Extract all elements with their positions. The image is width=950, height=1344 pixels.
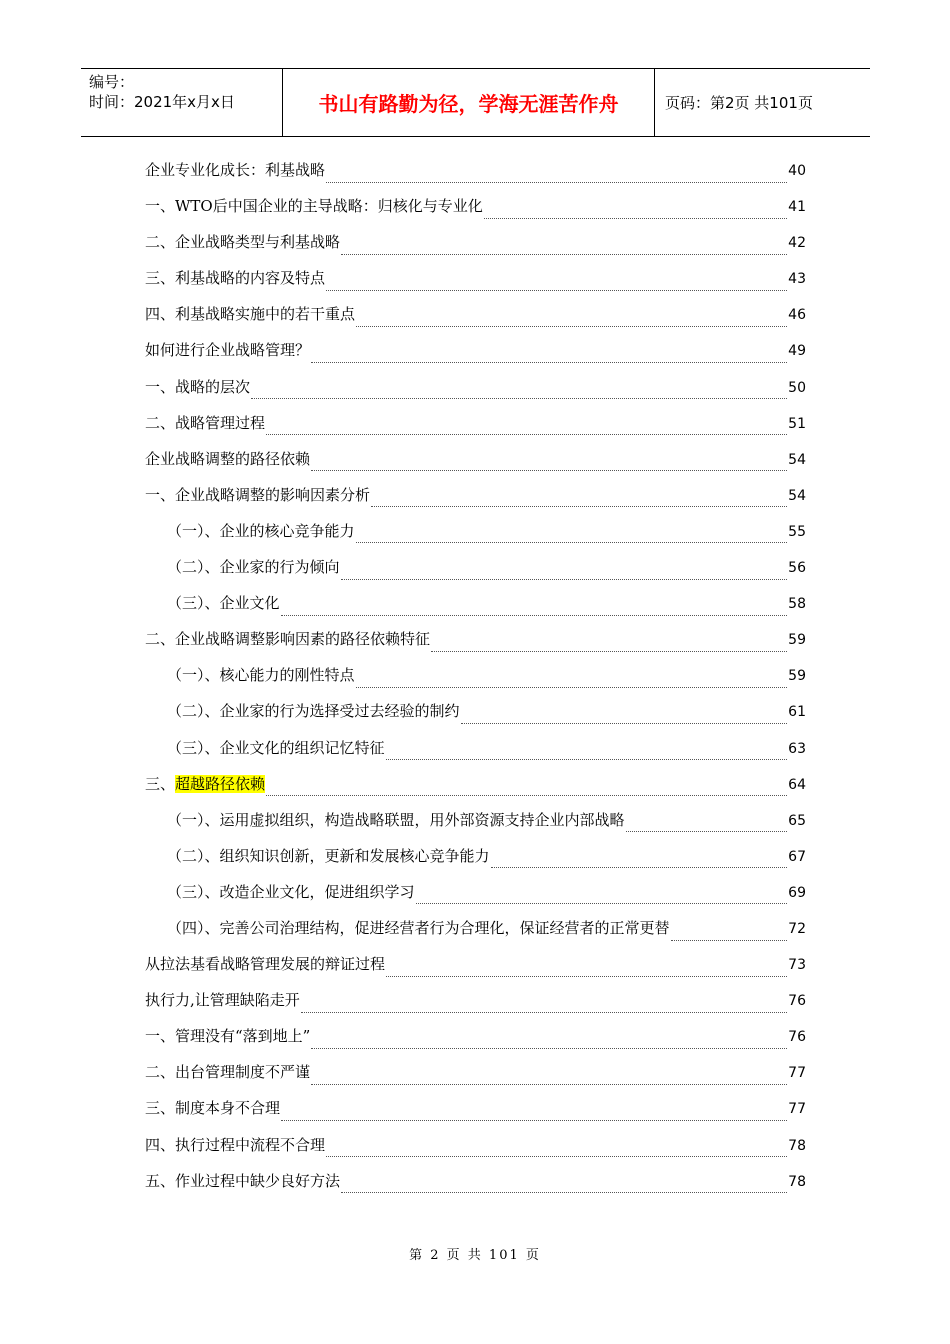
toc-entry-page: 59	[788, 632, 806, 649]
toc-entry[interactable]	[145, 772, 806, 808]
toc-leader-dots	[311, 1048, 787, 1049]
toc-entry-title: （二）、企业家的行为选择受过去经验的制约	[167, 702, 460, 721]
toc-entry[interactable]	[145, 1096, 806, 1132]
toc-leader-dots	[371, 506, 787, 507]
toc-leader-dots	[281, 1120, 787, 1121]
toc-entry[interactable]	[145, 375, 806, 411]
toc-entry[interactable]	[145, 194, 806, 230]
toc-entry-title: 一、管理没有“落到地上”	[145, 1027, 311, 1046]
toc-leader-dots	[266, 434, 787, 435]
toc-entry-page: 72	[788, 920, 806, 937]
toc-leader-dots	[356, 326, 787, 327]
toc-leader-dots	[341, 254, 787, 255]
toc-entry-page: 61	[788, 704, 806, 721]
toc-entry[interactable]	[145, 266, 806, 302]
toc-entry[interactable]	[145, 699, 806, 735]
toc-entry[interactable]	[145, 302, 806, 338]
header-motto: 书山有路勤为径，学海无涯苦作舟	[283, 69, 655, 136]
page-header	[81, 68, 870, 137]
toc-entry-page: 76	[788, 1029, 806, 1046]
toc-leader-dots	[341, 1192, 787, 1193]
toc-leader-dots	[416, 903, 788, 904]
toc-entry-title: 二、企业战略调整影响因素的路径依赖特征	[145, 630, 431, 649]
toc-entry[interactable]	[145, 1024, 806, 1060]
toc-entry[interactable]	[145, 230, 806, 266]
toc-entry-title: 从拉法基看战略管理发展的辩证过程	[145, 955, 386, 974]
toc-entry-page: 42	[788, 235, 806, 252]
toc-entry-page: 56	[788, 560, 806, 577]
toc-entry-page: 40	[788, 163, 806, 179]
toc-entry-title: 五、作业过程中缺少良好方法	[145, 1171, 341, 1190]
toc-entry-title: （二）、企业家的行为倾向	[167, 558, 340, 577]
toc-leader-dots	[311, 362, 787, 363]
toc-entry[interactable]	[145, 591, 806, 627]
toc-entry-title: 如何进行企业战略管理？	[145, 341, 311, 360]
toc-entry-title: 三、利基战略的内容及特点	[145, 269, 326, 288]
page-footer: 第 2 页 共 101 页	[409, 1248, 541, 1263]
toc-entry-title: 企业战略调整的路径依赖	[145, 449, 311, 468]
toc-entry-page: 46	[788, 307, 806, 324]
toc-entry[interactable]	[145, 158, 806, 194]
toc-entry-page: 55	[788, 523, 806, 540]
toc-leader-dots	[251, 398, 787, 399]
toc-entry-page: 50	[788, 379, 806, 396]
toc-entry[interactable]	[145, 555, 806, 591]
toc-entry-title: （三）、企业文化	[167, 594, 280, 613]
toc-entry-title: （四）、完善公司治理结构，促进经营者行为合理化，保证经营者的正常更替	[167, 918, 670, 937]
toc-entry[interactable]	[145, 627, 806, 663]
toc-entry-page: 78	[788, 1173, 806, 1190]
toc-entry[interactable]	[145, 736, 806, 772]
toc-entry-page: 51	[788, 415, 806, 432]
toc-leader-dots	[671, 940, 788, 941]
toc-leader-dots	[386, 976, 787, 977]
toc-leader-dots	[281, 615, 788, 616]
toc-entry-page: 43	[788, 271, 806, 288]
toc-leader-dots	[326, 182, 787, 183]
toc-entry-title: （一）、运用虚拟组织，构造战略联盟，用外部资源支持企业内部战略	[167, 810, 625, 829]
toc-entry[interactable]	[145, 1060, 806, 1096]
toc-entry-title: 二、出台管理制度不严谨	[145, 1063, 311, 1082]
toc-entry-page: 59	[788, 668, 806, 685]
toc-entry-page: 58	[788, 596, 806, 613]
toc-entry-page: 41	[788, 199, 806, 216]
toc-entry[interactable]	[145, 880, 806, 916]
table-of-contents	[145, 158, 806, 1205]
toc-entry-page: 76	[788, 993, 806, 1010]
highlighted-text: 超越路径依赖	[175, 774, 266, 793]
toc-entry-title: 四、执行过程中流程不合理	[145, 1135, 326, 1154]
toc-entry-title: 一、战略的层次	[145, 377, 251, 396]
time-label: 时间：2021年x月x日	[89, 93, 235, 111]
toc-entry-title: 二、战略管理过程	[145, 413, 266, 432]
toc-entry-page: 77	[788, 1065, 806, 1082]
toc-leader-dots	[626, 831, 788, 832]
toc-entry-page: 49	[788, 343, 806, 360]
toc-entry-page: 64	[788, 776, 806, 793]
toc-entry[interactable]	[145, 411, 806, 447]
toc-entry-page: 54	[788, 487, 806, 504]
toc-entry-title: 一、WTO后中国企业的主导战略：归核化与专业化	[145, 197, 483, 216]
toc-entry-page: 67	[788, 848, 806, 865]
toc-entry-page: 77	[788, 1101, 806, 1118]
toc-leader-dots	[341, 579, 788, 580]
toc-entry[interactable]	[145, 988, 806, 1024]
toc-leader-dots	[484, 218, 787, 219]
toc-leader-dots	[356, 542, 788, 543]
toc-entry-page: 65	[788, 812, 806, 829]
toc-entry-title: （三）、改造企业文化，促进组织学习	[167, 882, 415, 901]
toc-leader-dots	[356, 687, 788, 688]
toc-entry-page: 54	[788, 451, 806, 468]
toc-entry-title: 四、利基战略实施中的若干重点	[145, 305, 356, 324]
toc-entry-title: （二）、组织知识创新，更新和发展核心竞争能力	[167, 846, 490, 865]
toc-entry[interactable]	[145, 483, 806, 519]
toc-entry-title: 二、企业战略类型与利基战略	[145, 233, 341, 252]
toc-entry[interactable]	[145, 916, 806, 952]
toc-leader-dots	[326, 290, 787, 291]
toc-entry-title: （一）、核心能力的刚性特点	[167, 666, 355, 685]
toc-entry[interactable]	[145, 844, 806, 880]
toc-entry[interactable]	[145, 338, 806, 374]
toc-entry-page: 73	[788, 957, 806, 974]
toc-entry-page: 63	[788, 740, 806, 757]
header-meta	[81, 69, 283, 136]
toc-entry-title: 三、超越路径依赖	[145, 774, 266, 793]
toc-entry[interactable]	[145, 1133, 806, 1169]
toc-entry-page: 78	[788, 1137, 806, 1154]
toc-leader-dots	[311, 470, 787, 471]
toc-entry-title: （一）、企业的核心竞争能力	[167, 521, 355, 540]
serial-label: 编号：	[89, 73, 135, 91]
toc-leader-dots	[386, 759, 788, 760]
toc-entry-title: （三）、企业文化的组织记忆特征	[167, 738, 385, 757]
toc-entry[interactable]	[145, 663, 806, 699]
toc-entry[interactable]	[145, 808, 806, 844]
toc-leader-dots	[311, 1084, 787, 1085]
toc-leader-dots	[491, 867, 788, 868]
toc-leader-dots	[461, 723, 788, 724]
toc-entry[interactable]	[145, 1169, 806, 1205]
toc-entry[interactable]	[145, 519, 806, 555]
toc-leader-dots	[301, 1012, 787, 1013]
toc-leader-dots	[431, 651, 787, 652]
toc-entry-page: 69	[788, 884, 806, 901]
toc-entry-title: 执行力,让管理缺陷走开	[145, 991, 300, 1010]
toc-leader-dots	[266, 795, 787, 796]
toc-leader-dots	[326, 1156, 787, 1157]
toc-entry[interactable]	[145, 447, 806, 483]
toc-entry[interactable]	[145, 952, 806, 988]
toc-entry-title: 企业专业化成长：利基战略	[145, 161, 326, 179]
toc-entry-title: 一、企业战略调整的影响因素分析	[145, 485, 371, 504]
toc-entry-title: 三、制度本身不合理	[145, 1099, 281, 1118]
header-page-info: 页码：第2页 共101页	[665, 94, 813, 112]
